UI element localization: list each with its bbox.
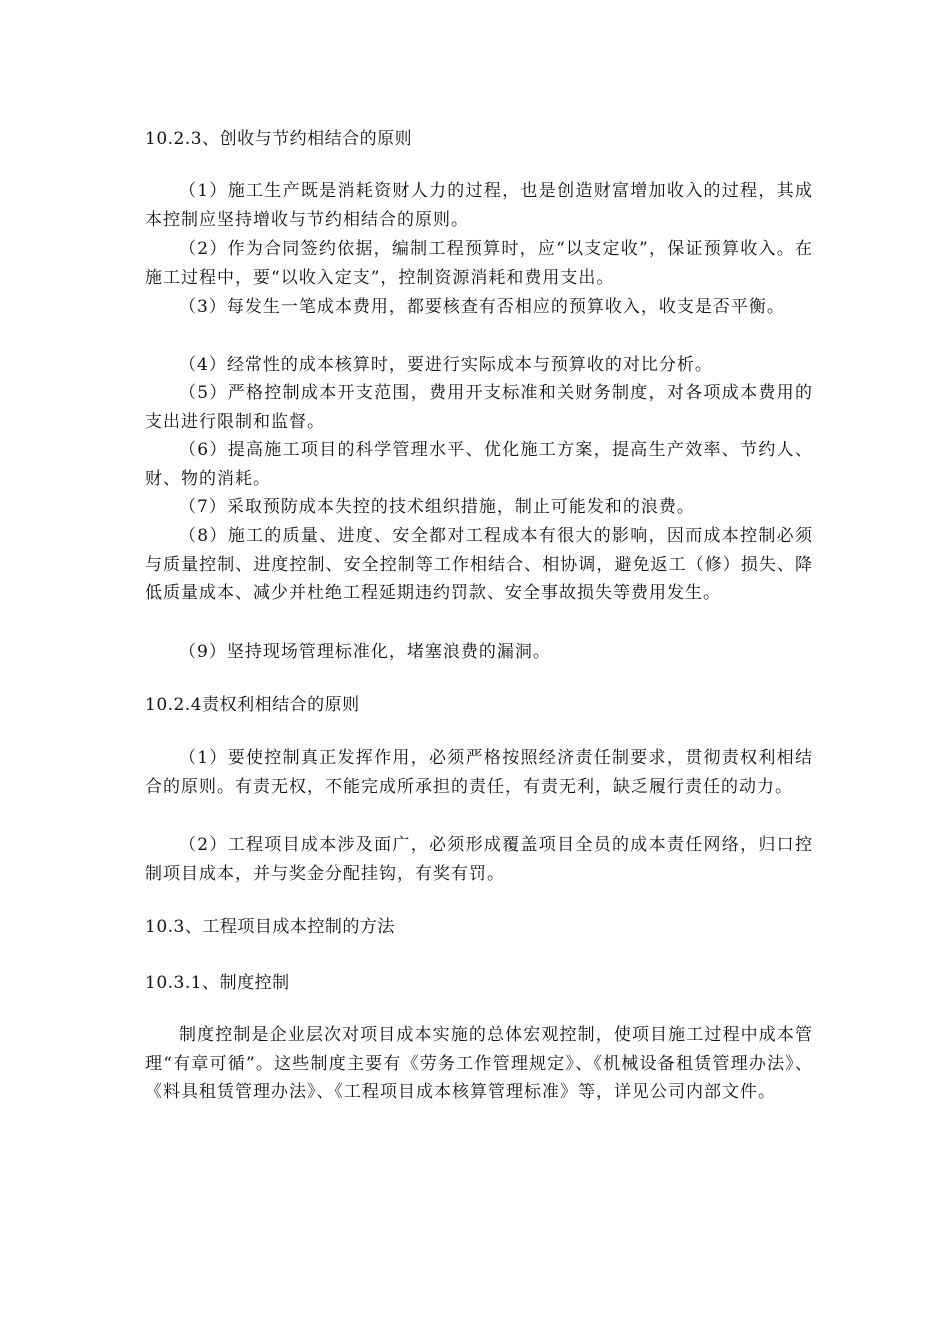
paragraph: （3）每发生一笔成本费用，都要核查有否相应的预算收入，收支是否平衡。 — [179, 297, 785, 317]
paragraph: （9）坚持现场管理标准化，堵塞浪费的漏洞。 — [179, 642, 551, 662]
section-heading: 10.2.4责权利相结合的原则 — [145, 695, 360, 715]
section-heading: 10.2.3、创收与节约相结合的原则 — [145, 129, 413, 149]
paragraph: 制度控制是企业层次对项目成本实施的总体宏观控制，使项目施工过程中成本管理“有章可循”。这些制度主要有《劳务工作管理规定》、《机械设备租赁管理办法》、《料具租赁管理办法》、《工程项目成本核算管理标准》等，详见公司内部文件。 — [145, 1025, 813, 1102]
section-heading: 10.3.1、制度控制 — [145, 973, 290, 993]
paragraph: （2）作为合同签约依据，编制工程预算时，应“以支定收”，保证预算收入。在施工过程中，要“以收入定支”，控制资源消耗和费用支出。 — [145, 239, 813, 288]
paragraph: （4）经常性的成本核算时，要进行实际成本与预算收的对比分析。 — [179, 355, 713, 375]
paragraph: （5）严格控制成本开支范围，费用开支标准和关财务制度，对各项成本费用的支出进行限制和监督。 — [145, 383, 813, 432]
paragraph: （8）施工的质量、进度、安全都对工程成本有很大的影响，因而成本控制必须与质量控制、进度控制、安全控制等工作相结合、相协调，避免返工（修）损失、降低质量成本、减少并杜绝工程延期违约罚款、安全事故损失等费用发生。 — [145, 526, 813, 603]
paragraph: （1）要使控制真正发挥作用，必须严格按照经济责任制要求，贯彻责权利相结合的原则。有责无权，不能完成所承担的责任，有责无利，缺乏履行责任的动力。 — [145, 748, 813, 797]
paragraph: （1）施工生产既是消耗资财人力的过程，也是创造财富增加收入的过程，其成本控制应坚持增收与节约相结合的原则。 — [145, 181, 813, 230]
paragraph: （7）采取预防成本失控的技术组织措施，制止可能发和的浪费。 — [179, 497, 695, 517]
paragraph: （6）提高施工项目的科学管理水平、优化施工方案，提高生产效率、节约人、财、物的消耗。 — [145, 440, 813, 489]
section-heading: 10.3、工程项目成本控制的方法 — [145, 917, 395, 937]
paragraph: （2）工程项目成本涉及面广，必须形成覆盖项目全员的成本责任网络，归口控制项目成本，并与奖金分配挂钩，有奖有罚。 — [145, 835, 813, 884]
